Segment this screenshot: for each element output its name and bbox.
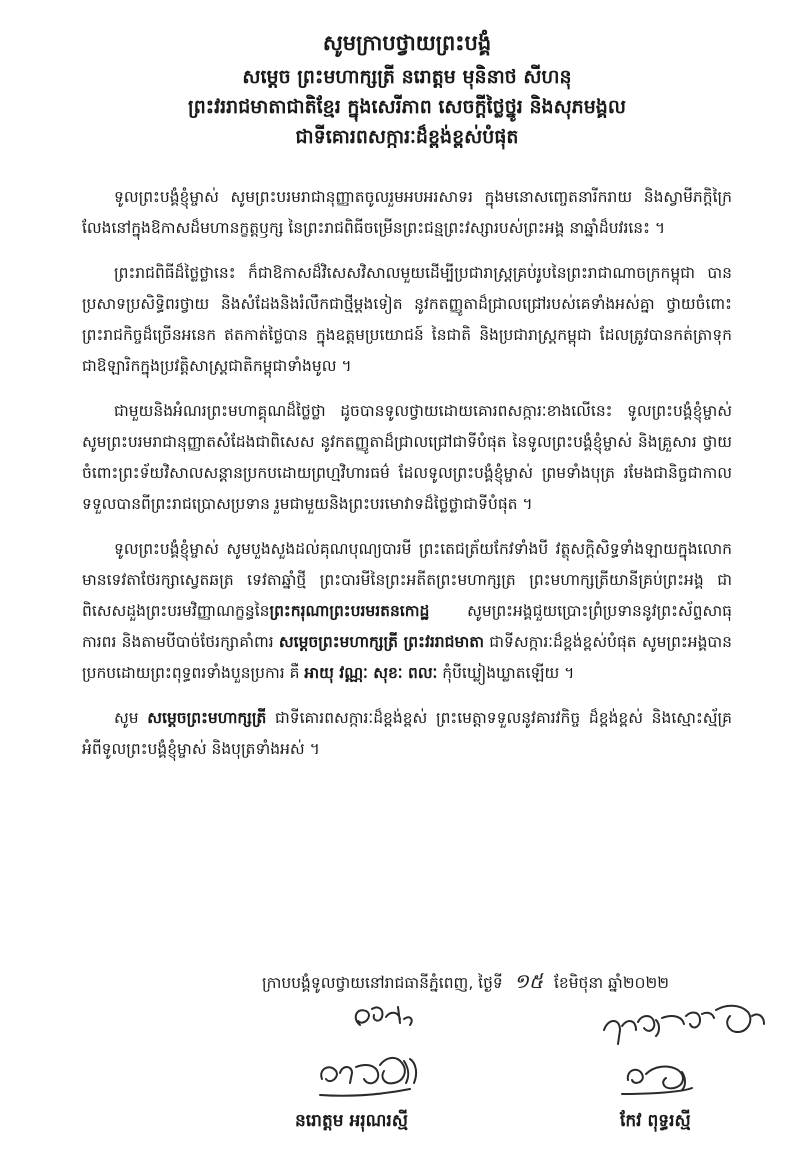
paragraph-5 — [82, 703, 732, 765]
letter-header — [82, 28, 732, 152]
paragraph-4-text-e: ជាទីសក្ការៈដ៏ខ្ពង់ខ្ពស់បំផុត សូមព្រះអង្គបានប្រកបដោយព្រះពុទ្ធពរទាំងបួនប្រការ គឺ — [82, 633, 733, 682]
paragraph-5-text-a: សូម — [114, 709, 148, 727]
paragraph-3: ជាមួយនិងអំណរព្រះមហាគ្គុណដ៏ថ្លៃថ្លា ដូចបានទូលថ្វាយដោយគោរពសក្ការៈខាងលើនេះ ទូលព្រះបង្គំខ្ញុំម្ចាស់ សូមព្រះបរមរាជានុញ្ញាតសំដែងជាពិសេស នូវកតញ្ញូតាដ៏ជ្រាលជ្រៅជាទីបំផុត នៃទូលព្រះបង្គំខ្ញុំម្ចាស់ និងគ្រួសារ ថ្វាយចំពោះព្រះទ័យវិសាលសន្ដានប្រកបដោយព្រហ្មវិហារធម៌ ដែលទូលព្រះបង្គំខ្ញុំម្ចាស់ ព្រមទាំងបុត្រ រមែងជានិច្ចជាកាល ទទួលបានពីព្រះរាជប្រោសប្រទាន រួមជាមួយនិងព្រះបរមោវាទដ៏ថ្លៃថ្លាជាទីបំផុត ។ — [82, 402, 732, 513]
paragraph-4-text-g: កុំបីឃ្លៀងឃ្លាតឡើយ ។ — [437, 664, 575, 682]
dateline — [262, 968, 669, 998]
paragraph-5-text-c: ជាទីគោរពសក្ការៈដ៏ខ្ពង់ខ្ពស់ ព្រះមេត្តាទទួលនូវគារវកិច្ច ដ៏ខ្ពង់ខ្ពស់ និងស្មោះស្ម័គ្រអំពីទូលព្រះបង្គំខ្ញុំម្ចាស់ និងបុត្រទាំងអស់ ។ — [82, 709, 732, 758]
queen-title-line: សម្ដេច ព្រះមហាក្សត្រី នរោត្តម មុនិនាថ សីហនុ — [242, 66, 572, 88]
letter-body — [82, 182, 732, 765]
right-signatory-name: កែវ ពុទ្ធរស្មី — [620, 1111, 691, 1131]
salutation-line: សូមក្រាបថ្វាយព្រះបង្គំ — [322, 31, 492, 55]
dateline-day: ១៥ — [513, 969, 543, 993]
right-signature — [598, 1000, 788, 1100]
paragraph-4-bold-blessings: អាយុ វណ្ណៈ សុខៈ ពលៈ — [304, 664, 438, 682]
paragraph-4-bold-king: ព្រះករុណាព្រះបរមរតនកោដ្ឋ — [269, 602, 430, 620]
paragraph-2: ព្រះរាជពិធីដ៏ថ្លៃថ្លានេះ ក៏ជាឱកាសដ៏វិសេសវិសាលមួយដើម្បីប្រជារាស្ត្រគ្រប់រូបនៃព្រះរាជាណាចក្រកម្ពុជា បានប្រសាទប្រសិទ្ធិពរថ្វាយ និងសំដែងនិងរំលឹកជាថ្មីម្ដងទៀត នូវកតញ្ញូតាដ៏ជ្រាលជ្រៅរបស់គេទាំងអស់គ្នា ថ្វាយចំពោះព្រះរាជកិច្ចដ៏ច្រើនអនេក ឥតកាត់ថ្លៃបាន ក្នុងឧត្តមប្រយោជន៍ នៃជាតិ និងប្រជារាស្ត្រកម្ពុជា ដែលត្រូវបានកត់ត្រាទុក ជាឱឡារិកក្នុងប្រវត្តិសាស្ត្រជាតិកម្ពុជាទាំងមូល ។ — [82, 264, 732, 375]
dateline-prefix: ក្រាបបង្គំទូលថ្វាយនៅរាជធានីភ្នំពេញ, ថ្ងៃទី — [262, 974, 503, 992]
paragraph-4 — [82, 534, 732, 689]
paragraph-4-text-c: សូមព្រះអង្គជួយប្រោះព្រំប្រទាននូវព្រះស័ព្ទសាធុការពរ និងតាមបីបាច់ថែរក្សាគាំពារ — [82, 602, 732, 651]
left-signatory-name: នរោត្តម អរុណរស្មី — [295, 1111, 408, 1131]
reverence-line: ជាទីគោរពសក្ការៈដ៏ខ្ពង់ខ្ពស់បំផុត — [295, 126, 519, 148]
queen-honorific-line: ព្រះវររាជមាតាជាតិខ្មែរ ក្នុងសេរីភាព សេចក្ដីថ្លៃថ្នូរ និងសុភមង្គល — [188, 96, 626, 118]
paragraph-5-bold-queen: សម្ដេចព្រះមហាក្សត្រី — [147, 709, 267, 727]
paragraph-4-text-a: ទូលព្រះបង្គំខ្ញុំម្ចាស់ សូមបួងសួងដល់គុណបុណ្យបារមី ព្រះតេជត្រ័យកែវទាំងបី វត្ថុសក្តិសិទ្ធទាំងឡាយក្នុងលោក មានទេវតាថែរក្សាស្វេតឆត្រ ទេវតាឆ្នាំថ្មី ព្រះបារមីនៃព្រះអតីតព្រះមហាក្សត្រ ព្រះមហាក្សត្រីយានីគ្រប់ព្រះអង្គ ជាពិសេសដួងព្រះបរមវិញ្ញាណក្ខន្ធនៃ — [82, 540, 732, 620]
dateline-suffix: ខែមិថុនា ឆ្នាំ២០២២ — [553, 974, 669, 992]
paragraph-1: ទូលព្រះបង្គំខ្ញុំម្ចាស់ សូមព្រះបរមរាជានុញ្ញាតចូលរួមអបអរសាទរ ក្នុងមនោសញ្ចេតនារីករាយ និងស្វាមីភក្តិក្រៃលែងនៅក្នុងឱកាសដ៏មហានក្ខត្តឫក្ស នៃព្រះរាជពិធីចម្រើនព្រះជន្មព្រះវស្សារបស់ព្រះអង្គ នាឆ្នាំដ៏បវរនេះ ។ — [82, 188, 732, 237]
paragraph-4-bold-queen: សម្ដេចព្រះមហាក្សត្រី ព្រះវររាជមាតា — [278, 633, 484, 651]
left-signature — [300, 995, 450, 1105]
